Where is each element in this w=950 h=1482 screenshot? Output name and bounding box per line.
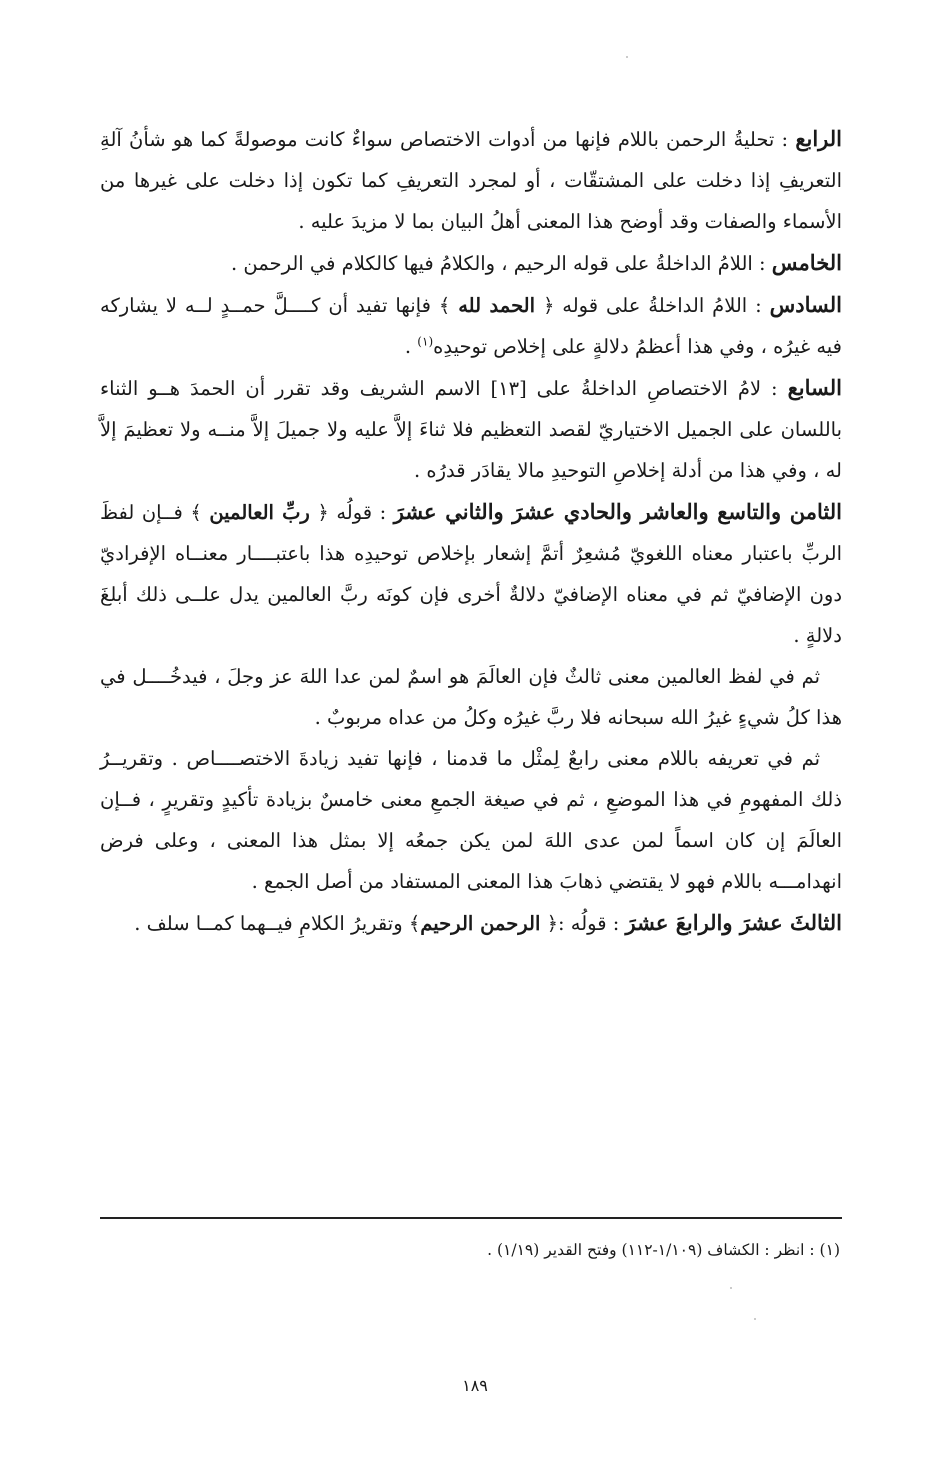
paragraph-text: : قولُه :﴿ [540, 912, 626, 935]
paragraph-lead: الرابع [795, 126, 842, 151]
paragraph-text: ثم في تعريفه باللام معنى رابعٌ لِمثْل ما قدمنا ، فإنها تفيد زيادةَ الاختصــــاص . وتقريــرُ ذلك المفهومِ في هذا الموضعِ ، ثم في صيغة الجمعِ معنى خامسٌ بزيادة تأكيدٍ وتقريرٍ ، فــإن العالَمَ إن كان اسماً لمن عدى اللهَ لمن يكن جمعُه إلا بمثل هذا المعنى ، وعلى فرض انهدامـــه باللام فهو لا يقتضي ذهابَ هذا المعنى المستفاد من أصل الجمع . [100, 747, 842, 893]
quran-quote: الرحمن الرحيم [420, 912, 541, 935]
paragraph-text: : قولُه ﴿ [309, 501, 394, 524]
paragraph-thirteenth-fourteenth [100, 902, 842, 944]
page-number: ١٨٩ [462, 1376, 488, 1395]
scan-speck [626, 56, 628, 58]
paragraph-seventh [100, 367, 842, 491]
paragraph-eighth-to-twelfth [100, 491, 842, 656]
paragraph-text: ﴾ فإنها تفيد أن كــــلَّ حمــدٍ لــه لا يشاركه فيه غيرُه ، وفي هذا أعظمُ دلالةٍ على إخلاص توحيدِه [100, 294, 842, 358]
paragraph-fourth [100, 118, 842, 242]
paragraph-text: ﴾ وتقريرُ الكلامِ فيــهما كمــا سلف . [134, 912, 421, 935]
footnote-divider [100, 1217, 842, 1219]
paragraph-text: ثم في لفظ العالمين معنى ثالثٌ فإن العالَمَ هو اسمٌ لمن عدا اللهَ عز وجلَ ، فيدخُــــل في هذا كلُ شيءٍ غيرُ الله سبحانه فلا ربَّ غيرُه وكلُ من عداه مربوبٌ . [100, 665, 842, 729]
paragraph-text: . [404, 335, 418, 358]
paragraph-fifth [100, 242, 842, 284]
quran-quote: الحمد لله [458, 294, 536, 317]
paragraph-sixth [100, 284, 842, 367]
scan-speck [754, 1318, 756, 1320]
scan-speck [730, 1287, 732, 1289]
paragraph-lead: الثامن والتاسع والعاشر والحادي عشرَ والثاني عشرَ [393, 499, 842, 524]
paragraph-lead: الخامس [771, 250, 842, 275]
paragraph-text: : لامُ الاختصاصِ الداخلةُ على [١٣] الاسم الشريف وقد تقرر أن الحمدَ هــو الثناء باللسان على الجميل الاختياريّ لقصد التعظيم فلا ثناءَ إلاَّ عليه ولا جميلَ إلاَّ منــه ولا تعظيمَ إلاَّ له ، وفي هذا من أدلة إخلاصِ التوحيدِ مالا يقادَر قدرُه . [100, 377, 842, 482]
paragraph-lead: الثالثَ عشرَ والرابعَ عشرَ [625, 910, 842, 935]
paragraph-lead: السابع [787, 375, 842, 400]
paragraph-lead: السادس [769, 292, 842, 317]
main-text [100, 118, 842, 944]
paragraph-third-meaning [100, 656, 842, 738]
footnote: (١) : انظر : الكشاف (١/١٠٩-١١٢) وفتح القدير (١/١٩) . [487, 1241, 840, 1259]
quran-quote: ربِّ العالمين [209, 501, 310, 524]
paragraph-fourth-meaning [100, 738, 842, 902]
paragraph-text: : اللامُ الداخلةُ على قوله ﴿ [535, 294, 770, 317]
paragraph-text: : اللامُ الداخلةُ على قوله الرحيم ، والكلامُ فيها كالكلام في الرحمن . [231, 252, 772, 275]
paragraph-text: : تحليةُ الرحمن باللام فإنها من أدوات الاختصاص سواءٌ كانت موصولةً كما هو شأنُ آلةِ التعريفِ إذا دخلت على المشتقّات ، أو لمجرد التعريفِ كما تكون إذا دخلت على غيرها من الأسماء والصفات وقد أوضح هذا المعنى أهلُ البيان بما لا مزيدَ عليه . [100, 128, 842, 233]
footnote-reference[interactable]: (١) [417, 334, 434, 349]
paragraph-text: ﴾ فــإن لفظَ الربِّ باعتبار معناه اللغويّ مُشعِرٌ أتمَّ إشعار بإخلاص توحيدِه هذا باعتبــــار معنــاه الإفراديّ دون الإضافيّ ثم في معناه الإضافيّ دلالةٌ أخرى فإن كونَه ربَّ العالمين يدل علــى ذلك أبلغَ دلالةٍ . [100, 501, 842, 647]
